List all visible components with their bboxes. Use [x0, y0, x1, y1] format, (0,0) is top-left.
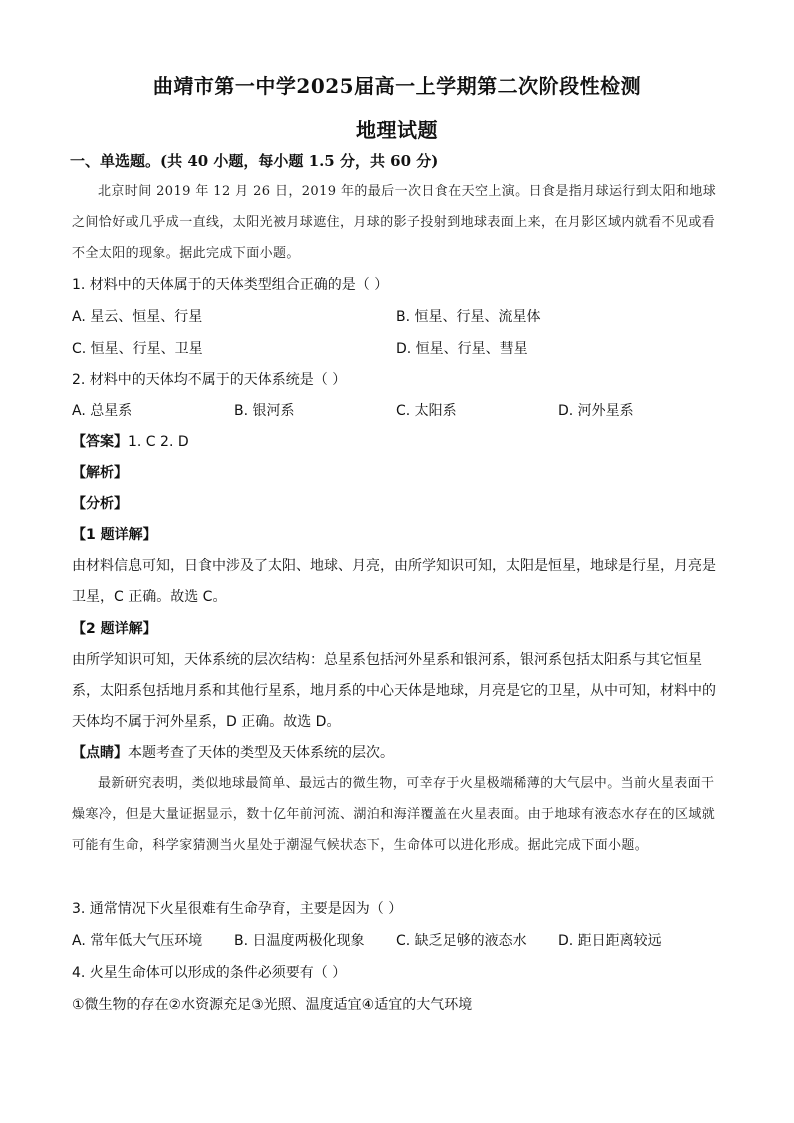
section-heading: 一、单选题。(共 40 小题，每小题 1.5 分，共 60 分)	[70, 152, 439, 170]
answer-label: 【答案】	[72, 434, 128, 450]
exam-subtitle: 地理试题	[356, 118, 438, 142]
question-3-option-d: D. 距日距离较远	[558, 933, 662, 949]
question-2-option-d: D. 河外星系	[558, 403, 634, 419]
question-3-option-a: A. 常年低大气压环境	[72, 933, 203, 949]
detail-1-text: 由材料信息可知，日食中涉及了太阳、地球、月亮，由所学知识可知，太阳是恒星，地球是行星，月亮是卫星，C 正确。故选 C。	[72, 558, 716, 605]
question-4-options: ①微生物的存在②水资源充足③光照、温度适宜④适宜的大气环境	[72, 997, 473, 1013]
analysis-label: 【解析】	[72, 465, 128, 481]
detail-2-label: 【2 题详解】	[72, 621, 157, 637]
question-2-option-b: B. 银河系	[234, 403, 295, 419]
question-1-option-a: A. 星云、恒星、行星	[72, 309, 203, 325]
question-2-stem: 2. 材料中的天体均不属于的天体系统是（ ）	[72, 372, 347, 388]
question-3-option-c: C. 缺乏足够的液态水	[396, 933, 527, 949]
answer-text: 1. C 2. D	[128, 434, 189, 450]
question-1-option-c: C. 恒星、行星、卫星	[72, 341, 203, 357]
passage-1: 北京时间 2019 年 12 月 26 日，2019 年的最后一次日食在天空上演。日食是指月球运行到太阳和地球之间恰好或几乎成一直线，太阳光被月球遮住，月球的影子投射到地球表面上来，在月影区域内就看不见或看不全太阳的现象。据此完成下面小题。	[72, 184, 717, 261]
detail-2-text: 由所学知识可知，天体系统的层次结构：总星系包括河外星系和银河系，银河系包括太阳系与其它恒星系，太阳系包括地月系和其他行星系，地月系的中心天体是地球，月亮是它的卫星，从中可知，材料中的天体均不属于河外星系，D 正确。故选 D。	[72, 652, 716, 730]
question-2-option-a: A. 总星系	[72, 403, 133, 419]
question-2-option-c: C. 太阳系	[396, 403, 457, 419]
question-4-stem: 4. 火星生命体可以形成的条件必须要有（ ）	[72, 965, 347, 981]
question-3-option-b: B. 日温度两极化现象	[234, 933, 365, 949]
fenxi-label: 【分析】	[72, 496, 128, 512]
passage-2: 最新研究表明，类似地球最简单、最远古的微生物，可幸存于火星极端稀薄的大气层中。当前火星表面干燥寒冷，但是大量证据显示，数十亿年前河流、湖泊和海洋覆盖在火星表面。由于地球有液态水存在的区域就可能有生命，科学家猜测当火星处于潮湿气候状态下，生命体可以进化形成。据此完成下面小题。	[72, 776, 716, 853]
answer-line	[72, 431, 189, 451]
question-1-option-b: B. 恒星、行星、流星体	[396, 309, 541, 325]
question-1-option-d: D. 恒星、行星、彗星	[396, 341, 528, 357]
comment-line	[72, 742, 394, 762]
comment-label: 【点睛】	[72, 745, 128, 761]
detail-1-label: 【1 题详解】	[72, 527, 157, 543]
question-3-stem: 3. 通常情况下火星很难有生命孕育，主要是因为（ ）	[72, 901, 403, 917]
comment-text: 本题考查了天体的类型及天体系统的层次。	[128, 745, 394, 761]
exam-title: 曲靖市第一中学2025届高一上学期第二次阶段性检测	[152, 74, 642, 98]
question-1-stem: 1. 材料中的天体属于的天体类型组合正确的是（ ）	[72, 277, 389, 293]
